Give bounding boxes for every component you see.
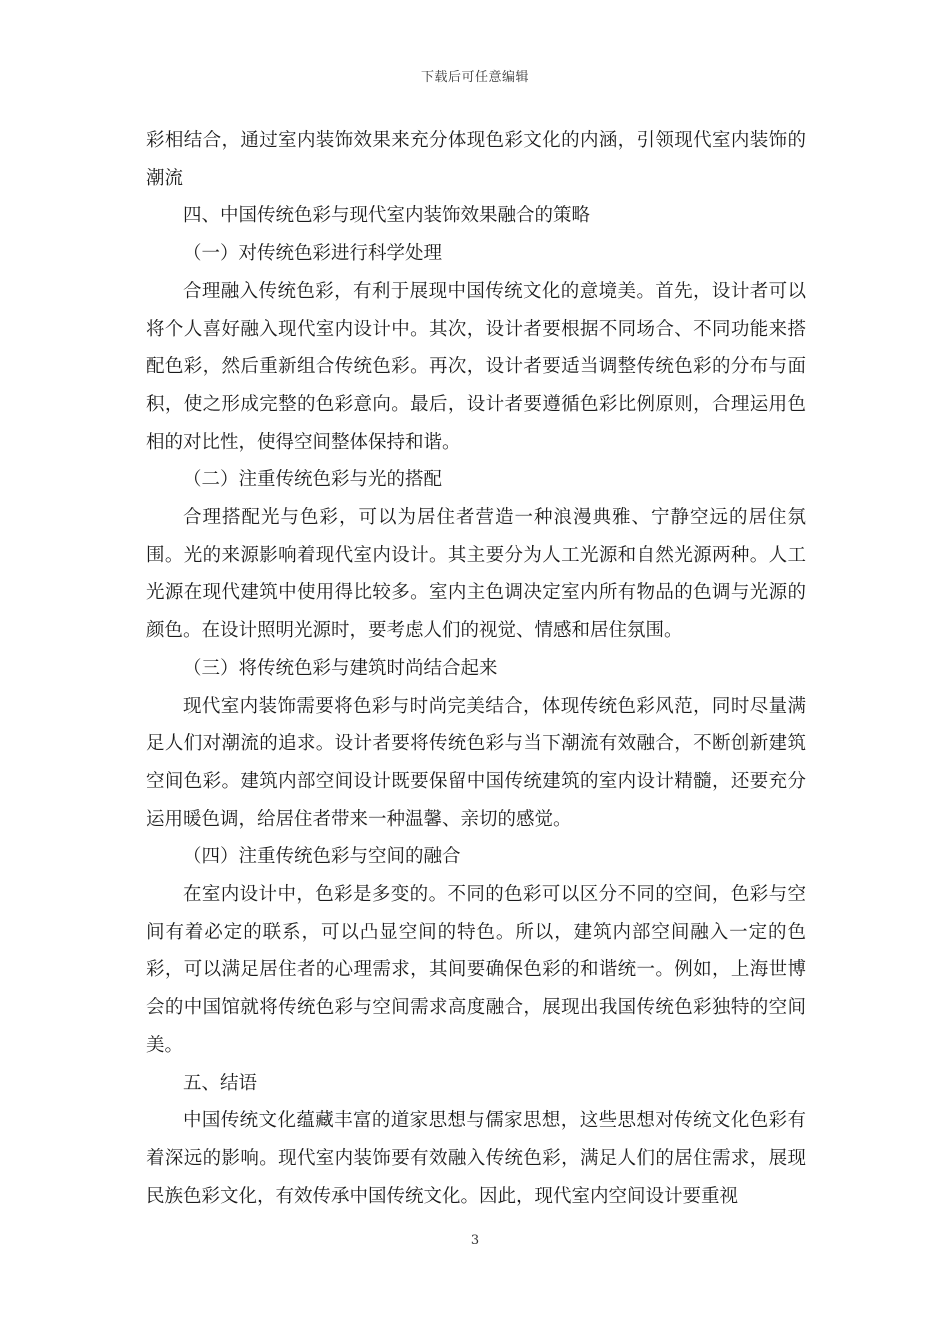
- paragraph-3: 现代室内装饰需要将色彩与时尚完美结合，体现传统色彩风范，同时尽量满足人们对潮流的追求。设计者要将传统色彩与当下潮流有效融合，不断创新建筑空间色彩。建筑内部空间设计既要保留中国传统建筑的室内设计精髓，还要充分运用暖色调，给居住者带来一种温馨、亲切的感觉。: [146, 695, 806, 830]
- paragraph-continuation: 彩相结合，通过室内装饰效果来充分体现色彩文化的内涵，引领现代室内装饰的潮流: [146, 130, 806, 189]
- paragraph-2: 合理搭配光与色彩，可以为居住者营造一种浪漫典雅、宁静空远的居住氛围。光的来源影响着现代室内设计。其主要分为人工光源和自然光源两种。人工光源在现代建筑中使用得比较多。室内主色调决定室内所有物品的色调与光源的颜色。在设计照明光源时，要考虑人们的视觉、情感和居住氛围。: [146, 507, 806, 642]
- paragraph-4: 在室内设计中，色彩是多变的。不同的色彩可以区分不同的空间，色彩与空间有着必定的联系，可以凸显空间的特色。所以，建筑内部空间融入一定的色彩，可以满足居住者的心理需求，其间要确保色彩的和谐统一。例如，上海世博会的中国馆就将传统色彩与空间需求高度融合，展现出我国传统色彩独特的空间美。: [146, 884, 806, 1056]
- subsection-heading-3: （三）将传统色彩与建筑时尚结合起来: [183, 657, 498, 679]
- subsection-heading-2: （二）注重传统色彩与光的搭配: [183, 469, 443, 491]
- page-header: 下载后可任意编辑: [420, 70, 529, 85]
- subsection-heading-4: （四）注重传统色彩与空间的融合: [183, 846, 461, 868]
- paragraph-1: 合理融入传统色彩，有利于展现中国传统文化的意境美。首先，设计者可以将个人喜好融入现代室内设计中。其次，设计者要根据不同场合、不同功能来搭配色彩，然后重新组合传统色彩。再次，设计者要适当调整传统色彩的分布与面积，使之形成完整的色彩意向。最后，设计者要遵循色彩比例原则，合理运用色相的对比性，使得空间整体保持和谐。: [146, 280, 806, 453]
- paragraph-5: 中国传统文化蕴藏丰富的道家思想与儒家思想，这些思想对传统文化色彩有着深远的影响。现代室内装饰要有效融入传统色彩，满足人们的居住需求，展现民族色彩文化，有效传承中国传统文化。因此，现代室内空间设计要重视: [146, 1110, 806, 1207]
- document-body: [146, 122, 806, 1215]
- section-heading-4: 四、中国传统色彩与现代室内装饰效果融合的策略: [183, 205, 591, 227]
- section-heading-5: 五、结语: [183, 1072, 258, 1094]
- subsection-heading-1: （一）对传统色彩进行科学处理: [183, 243, 443, 265]
- page-number: 3: [470, 1233, 480, 1248]
